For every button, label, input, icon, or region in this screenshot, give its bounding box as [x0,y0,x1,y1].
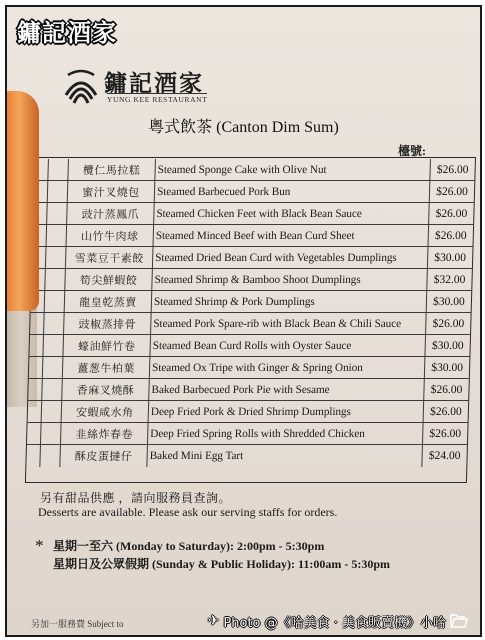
menu-blank-cell [26,445,41,467]
menu-item-name-zh: 筍尖鮮蝦餃 [65,269,153,290]
menu-qty-cell [47,203,68,224]
menu-item-name-zh: 山竹牛肉球 [67,225,155,246]
background-object [5,91,39,311]
menu-item-price: $30.00 [431,361,464,374]
menu-qty-cell [47,225,68,246]
section-title: 粵式飲茶 (Canton Dim Sum) [148,119,339,136]
menu-row [29,335,470,357]
menu-item-price: $30.00 [434,251,467,264]
menu-qty-cell [43,335,64,356]
menu-item-name-zh: 蜜汁叉燒包 [68,181,156,202]
menu-item-name-zh: 薑葱牛柏葉 [63,357,151,378]
menu-item-name-en: Steamed Dried Bean Curd with Vegetables Dumplings [153,247,429,268]
airplane-icon: ✈ [207,613,220,629]
menu-item-price: $26.00 [432,317,465,330]
menu-item-price: $26.00 [430,383,463,396]
photo-title: 鏞記酒家 [17,19,117,47]
restaurant-name-zh: 鏞記酒家 [104,71,204,96]
menu-row [29,357,470,379]
menu-qty-cell [48,159,69,180]
menu-qty-cell [42,401,63,422]
menu-item-price: $26.00 [436,185,469,198]
hours-weekday [53,537,324,554]
hours-holiday [53,555,390,572]
menu-item-name-zh: 香麻叉燒酥 [62,379,150,400]
menu-qty-cell [42,379,63,400]
menu-row [26,445,467,467]
menu-item-price: $26.00 [429,427,462,440]
menu-row [34,181,475,203]
menu-qty-cell [48,181,69,202]
menu-blank-cell [29,357,44,378]
menu-row [31,269,472,291]
menu-item-price: $26.00 [429,405,462,418]
hours-holiday-label: 星期日及公眾假期 (Sunday & Public Holiday): [53,557,296,571]
photo-frame [5,5,482,637]
menu-item-name-zh: 龍皇乾蒸賣 [65,291,153,312]
menu-item-price: $30.00 [431,339,464,352]
menu-qty-cell [45,291,66,312]
menu-row [33,203,474,225]
menu-blank-cell [29,335,44,356]
menu-qty-cell [46,247,67,268]
menu-row [27,423,468,445]
menu-row [28,379,469,401]
photo-credit-text: Photo @《哈美食 · 美食販賣機》小哈 [223,615,446,631]
menu-item-name-zh: 雪菜豆干素餃 [66,247,154,268]
menu-item-name-en: Baked Barbecued Pork Pie with Sesame [149,379,425,400]
dessert-note-en: Desserts are available. Please ask our serving staffs for orders. [38,505,338,519]
menu-item-name-en: Baked Mini Egg Tart [147,445,423,467]
menu-row [32,225,473,247]
menu-item-name-en: Steamed Pork Spare-rib with Black Bean & Chili Sauce [151,313,427,334]
menu-item-name-en: Steamed Minced Beef with Bean Curd Sheet [154,225,430,246]
restaurant-name-en: YUNG KEE RESTAURANT [107,95,208,104]
menu-item-price: $24.00 [428,450,461,462]
menu-item-name-en: Steamed Chicken Feet with Black Bean Sauce [154,203,430,224]
menu-item-name-en: Deep Fried Spring Rolls with Shredded Chicken [148,423,424,444]
menu-item-name-en: Deep Fried Pork & Dried Shrimp Dumplings [149,401,425,422]
menu-item-name-zh: 豉椒蒸排骨 [64,313,152,334]
menu-item-name-zh: 酥皮蛋撻仔 [60,445,148,467]
service-charge-note: 另加一服務費 Subject to [31,619,124,629]
hours-weekday-time: 2:00pm - 5:30pm [237,539,325,553]
menu-row [30,313,471,335]
restaurant-logo-icon [62,65,100,109]
menu-item-name-zh: 欖仁馬拉糕 [68,159,156,180]
hours-weekday-label: 星期一至六 (Monday to Saturday): [53,539,235,553]
menu-blank-cell [30,313,45,334]
menu-item-name-en: Steamed Ox Tripe with Ginger & Spring Onion [150,357,426,378]
menu-item-name-en: Steamed Shrimp & Pork Dumplings [152,291,428,312]
menu-item-price: $32.00 [433,273,466,286]
dessert-note-zh: 另有甜品供應 ，請向服務員查詢。 [40,491,232,505]
menu-item-price: $26.00 [436,163,469,176]
menu-row [34,159,475,181]
menu-item-name-zh: 韭絲炸春卷 [61,423,149,444]
menu-item-name-en: Steamed Shrimp & Bamboo Shoot Dumplings [152,269,428,290]
menu-blank-cell [28,401,43,422]
menu-qty-cell [40,445,61,467]
hours-marker: * [35,536,44,555]
menu-item-name-en: Steamed Barbecued Pork Bun [155,181,431,202]
menu-qty-cell [41,423,62,444]
menu-item-name-zh: 蠔油鮮竹卷 [63,335,151,356]
menu-item-price: $26.00 [435,207,468,220]
menu-item-name-en: Steamed Bean Curd Rolls with Oyster Sauce [150,335,426,356]
menu-item-name-zh: 豉汁蒸鳳爪 [67,203,155,224]
menu-blank-cell [27,423,42,444]
menu-item-name-zh: 安蝦咸水角 [62,401,150,422]
menu-table [25,157,476,483]
folder-icon [450,614,468,628]
menu-qty-cell [44,313,65,334]
menu-row [31,291,472,313]
menu-row [32,247,473,269]
hours-holiday-time: 11:00am - 5:30pm [298,557,391,571]
menu-qty-cell [45,269,66,290]
menu-blank-cell [28,379,43,400]
table-number-label: 檯號: [398,144,426,158]
photo-credit [208,610,468,632]
menu-item-price: $26.00 [434,229,467,242]
menu-row [28,401,469,423]
menu-item-name-en: Steamed Sponge Cake with Olive Nut [155,159,431,180]
menu-qty-cell [43,357,64,378]
menu-item-price: $30.00 [432,295,465,308]
